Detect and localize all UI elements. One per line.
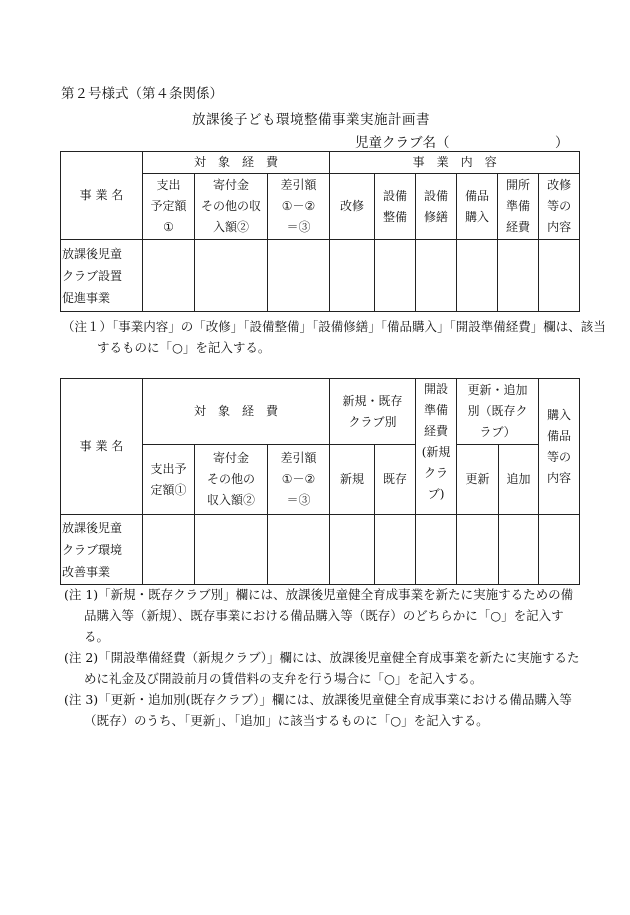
input-cell[interactable]	[330, 515, 375, 585]
business-row-label: 放課後児童 クラブ環境 改善事業	[61, 515, 143, 585]
new-existing-header: 新規・既存 クラブ別	[330, 379, 416, 445]
club-name-close-paren: ）	[555, 135, 569, 151]
plan-table-establishment	[60, 151, 580, 312]
update-header: 更新	[457, 445, 499, 515]
input-cell[interactable]	[268, 515, 330, 585]
input-cell[interactable]	[330, 240, 375, 312]
expenditure-header: 支出予 定額①	[143, 445, 195, 515]
goods-purchase-header: 備品 購入	[457, 174, 498, 240]
input-cell[interactable]	[143, 515, 195, 585]
update-add-header: 更新・追加 別（既存ク ラブ）	[457, 379, 539, 445]
equipment-setup-header: 設備 整備	[375, 174, 416, 240]
input-cell[interactable]	[416, 240, 457, 312]
notes-section-2	[62, 584, 582, 731]
opening-prep-header: 開設 準備 経費 (新規 クラ ブ)	[416, 379, 457, 515]
business-row-label: 放課後児童 クラブ設置 促進事業	[61, 240, 143, 312]
business-contents-header: 事 業 内 容	[330, 152, 580, 174]
input-cell[interactable]	[457, 240, 498, 312]
renovation-contents-header: 改修 等の 内容	[539, 174, 580, 240]
club-name-label: 児童クラブ名（	[355, 135, 450, 151]
input-cell[interactable]	[143, 240, 195, 312]
form-number: 第２号様式（第４条関係）	[61, 86, 223, 102]
business-name-header: 事 業 名	[61, 152, 143, 240]
input-cell[interactable]	[375, 515, 416, 585]
input-cell[interactable]	[268, 240, 330, 312]
target-costs-header: 対 象 経 費	[143, 379, 330, 445]
opening-prep-header: 開所 準備 経費	[498, 174, 539, 240]
input-cell[interactable]	[416, 515, 457, 585]
input-cell[interactable]	[498, 240, 539, 312]
input-cell[interactable]	[375, 240, 416, 312]
business-name-header: 事 業 名	[61, 379, 143, 515]
document-title: 放課後子ども環境整備事業実施計画書	[192, 112, 430, 128]
input-cell[interactable]	[195, 240, 268, 312]
note-2-2: (注 2)「開設準備経費（新規クラブ）」欄には、放課後児童健全育成事業を新たに実施するために礼金及び開設前月の賃借料の支弁を行う場合に「○」を記入する。	[64, 650, 580, 686]
donation-income-header: 寄付金 その他の収 入額②	[195, 174, 268, 240]
goods-contents-header: 購入 備品 等の 内容	[539, 379, 580, 515]
input-cell[interactable]	[539, 240, 580, 312]
target-costs-header: 対 象 経 費	[143, 152, 330, 174]
equipment-repair-header: 設備 修繕	[416, 174, 457, 240]
input-cell[interactable]	[457, 515, 499, 585]
note-1: （注１）「事業内容」の「改修」「設備整備」「設備修繕」「備品購入」「開設準備経費」欄は、該当するものに「○」を記入する。	[62, 319, 606, 355]
difference-header: 差引額 ①－② ＝③	[268, 174, 330, 240]
existing-header: 既存	[375, 445, 416, 515]
input-cell[interactable]	[195, 515, 268, 585]
note-2-1: (注 1)「新規・既存クラブ別」欄には、放課後児童健全育成事業を新たに実施するための備品購入等（新規）、既存事業における備品購入等（既存）のどちらかに「○」を記入する。	[64, 587, 574, 644]
plan-table-improvement	[60, 378, 580, 585]
difference-header: 差引額 ①－② ＝③	[268, 445, 330, 515]
new-header: 新規	[330, 445, 375, 515]
donation-income-header: 寄付金 その他の 収入額②	[195, 445, 268, 515]
input-cell[interactable]	[499, 515, 539, 585]
renovation-header: 改修	[330, 174, 375, 240]
note-2-3: (注 3)「更新・追加別(既存クラブ）」欄には、放課後児童健全育成事業における備品購入等（既存）のうち、「更新」、「追加」に該当するものに「○」を記入する。	[64, 692, 572, 728]
input-cell[interactable]	[539, 515, 580, 585]
add-header: 追加	[499, 445, 539, 515]
expenditure-header: 支出 予定額 ①	[143, 174, 195, 240]
